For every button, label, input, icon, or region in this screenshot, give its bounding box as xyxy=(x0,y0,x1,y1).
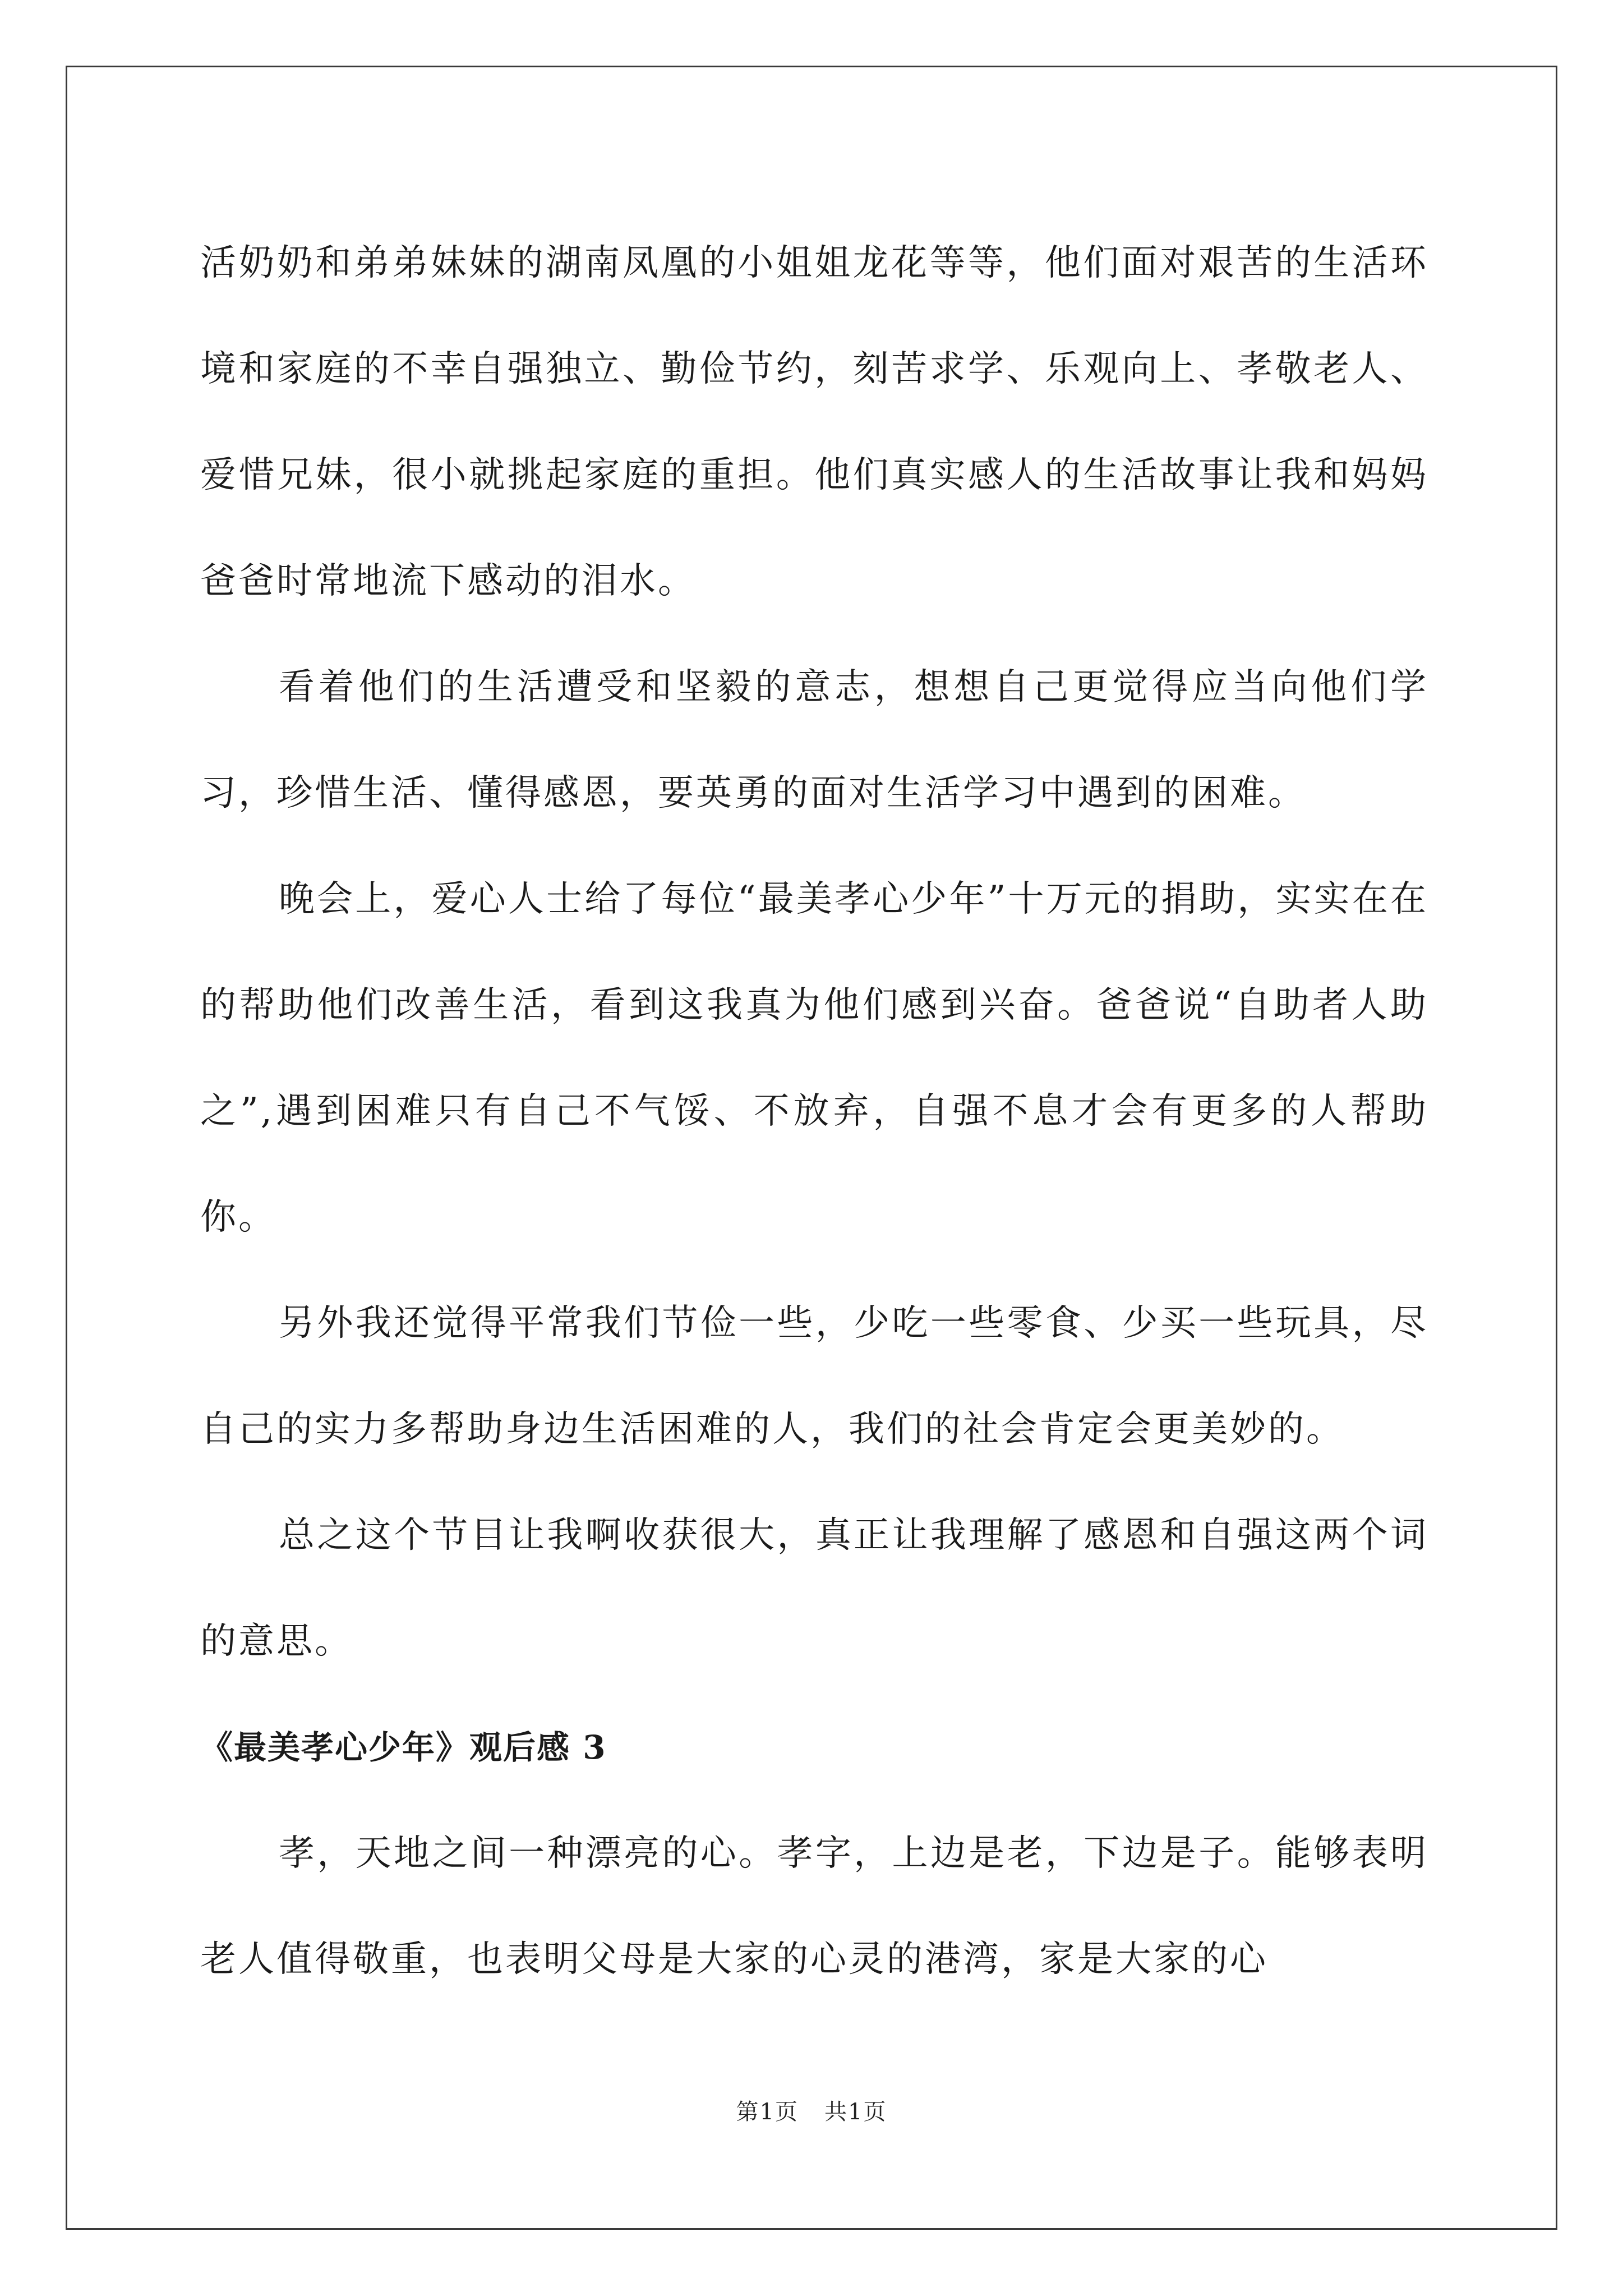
page-total: 共1页 xyxy=(824,2099,887,2125)
paragraph-5: 总之这个节目让我啊收获很大，真正让我理解了感恩和自强这两个词的意思。 xyxy=(200,1515,1428,1662)
paragraph-6: 孝，天地之间一种漂亮的心。孝字，上边是老，下边是子。能够表明老人值得敬重，也表明父母是大家的心灵的港湾，家是大家的心 xyxy=(200,1833,1428,1980)
paragraph-4: 另外我还觉得平常我们节俭一些，少吃一些零食、少买一些玩具，尽自己的实力多帮助身边生活困难的人，我们的社会肯定会更美妙的。 xyxy=(200,1303,1428,1450)
page-footer xyxy=(0,2094,1623,2126)
paragraph-3: 晚会上，爱心人士给了每位“最美孝心少年”十万元的捐助，实实在在的帮助他们改善生活，看到这我真为他们感到兴奋。爸爸说“自助者人助之”,遇到困难只有自己不气馁、不放弃，自强不息才会有更多的人帮助你。 xyxy=(200,878,1428,1238)
document-body xyxy=(200,210,1428,2013)
section-heading: 《最美孝心少年》观后感 3 xyxy=(200,1728,607,1766)
paragraph-1: 活奶奶和弟弟妹妹的湖南凤凰的小姐姐龙花等等，他们面对艰苦的生活环境和家庭的不幸自强独立、勤俭节约，刻苦求学、乐观向上、孝敬老人、爱惜兄妹，很小就挑起家庭的重担。他们真实感人的生活故事让我和妈妈爸爸时常地流下感动的泪水。 xyxy=(200,242,1428,602)
page-number: 第1页 xyxy=(736,2099,799,2125)
paragraph-2: 看着他们的生活遭受和坚毅的意志，想想自己更觉得应当向他们学习，珍惜生活、懂得感恩，要英勇的面对生活学习中遇到的困难。 xyxy=(200,666,1428,814)
